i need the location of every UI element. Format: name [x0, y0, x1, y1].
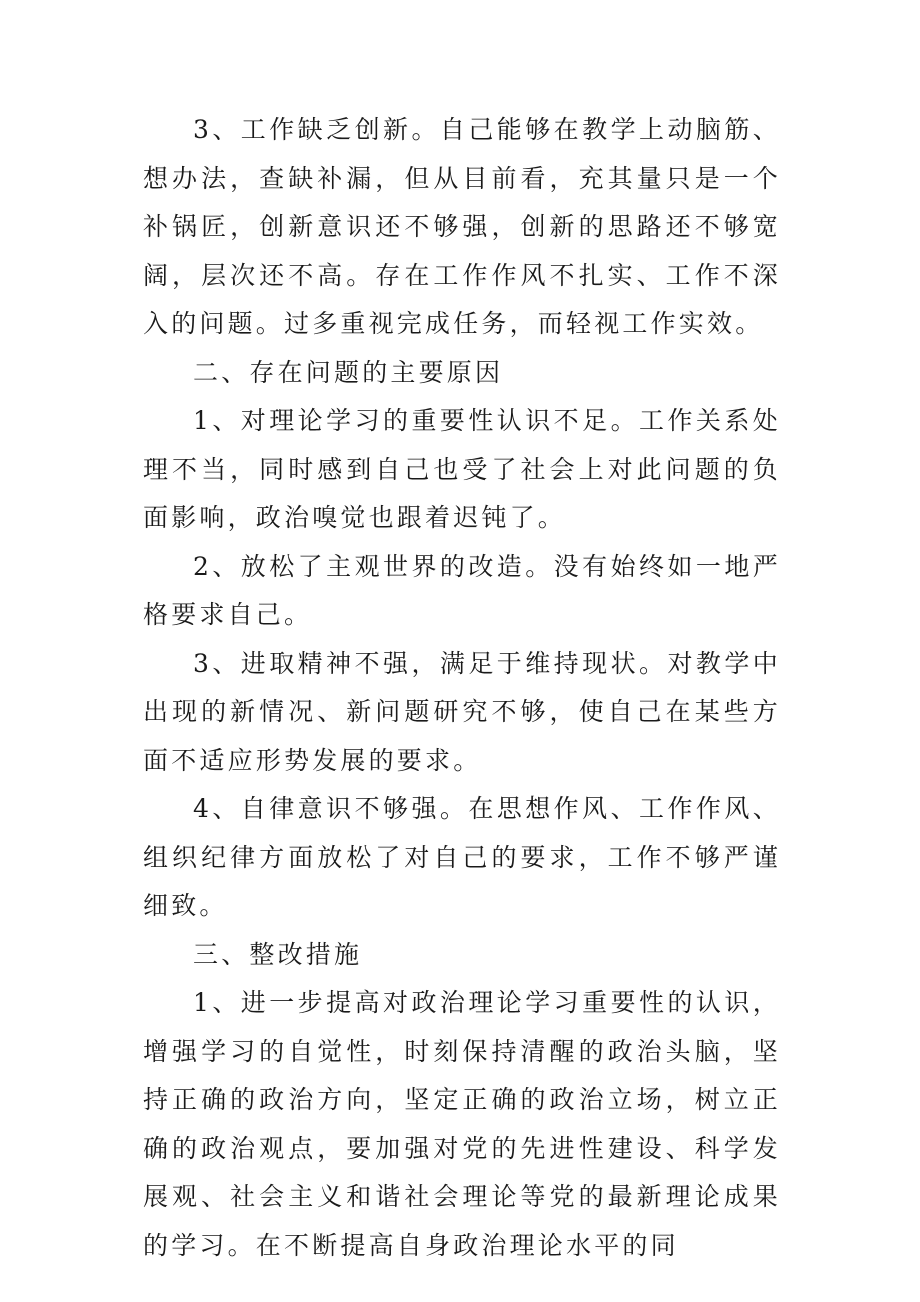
document-body	[143, 106, 781, 1270]
paragraph-innovation-lacking: 3、工作缺乏创新。自己能够在教学上动脑筋、想办法，查缺补漏，但从目前看，充其量只是一个补锅匠，创新意识还不够强，创新的思路还不够宽阔，层次还不高。存在工作作风不扎实、工作不深入的问题。过多重视完成任务，而轻视工作实效。	[143, 115, 781, 338]
paragraph-self-discipline: 4、自律意识不够强。在思想作风、工作作风、组织纪律方面放松了对自己的要求，工作不够严谨细致。	[143, 794, 781, 920]
heading-rectification-measures: 三、整改措施	[193, 939, 363, 969]
paragraph-enterprising-spirit: 3、进取精神不强，满足于维持现状。对教学中出现的新情况、新问题研究不够，使自己在某些方面不适应形势发展的要求。	[143, 648, 781, 775]
paragraph-worldview-reform: 2、放松了主观世界的改造。没有始终如一地严格要求自己。	[143, 551, 781, 629]
paragraph-theory-study: 1、对理论学习的重要性认识不足。工作关系处理不当，同时感到自己也受了社会上对此问题的负面影响，政治嗅觉也跟着迟钝了。	[143, 406, 781, 532]
heading-main-causes: 二、存在问题的主要原因	[193, 357, 504, 387]
paragraph-political-study: 1、进一步提高对政治理论学习重要性的认识，增强学习的自觉性，时刻保持清醒的政治头脑，坚持正确的政治方向，坚定正确的政治立场，树立正确的政治观点，要加强对党的先进性建设、科学发展观、社会主义和谐社会理论等党的最新理论成果的学习。在不断提高自身政治理论水平的同	[143, 988, 781, 1260]
